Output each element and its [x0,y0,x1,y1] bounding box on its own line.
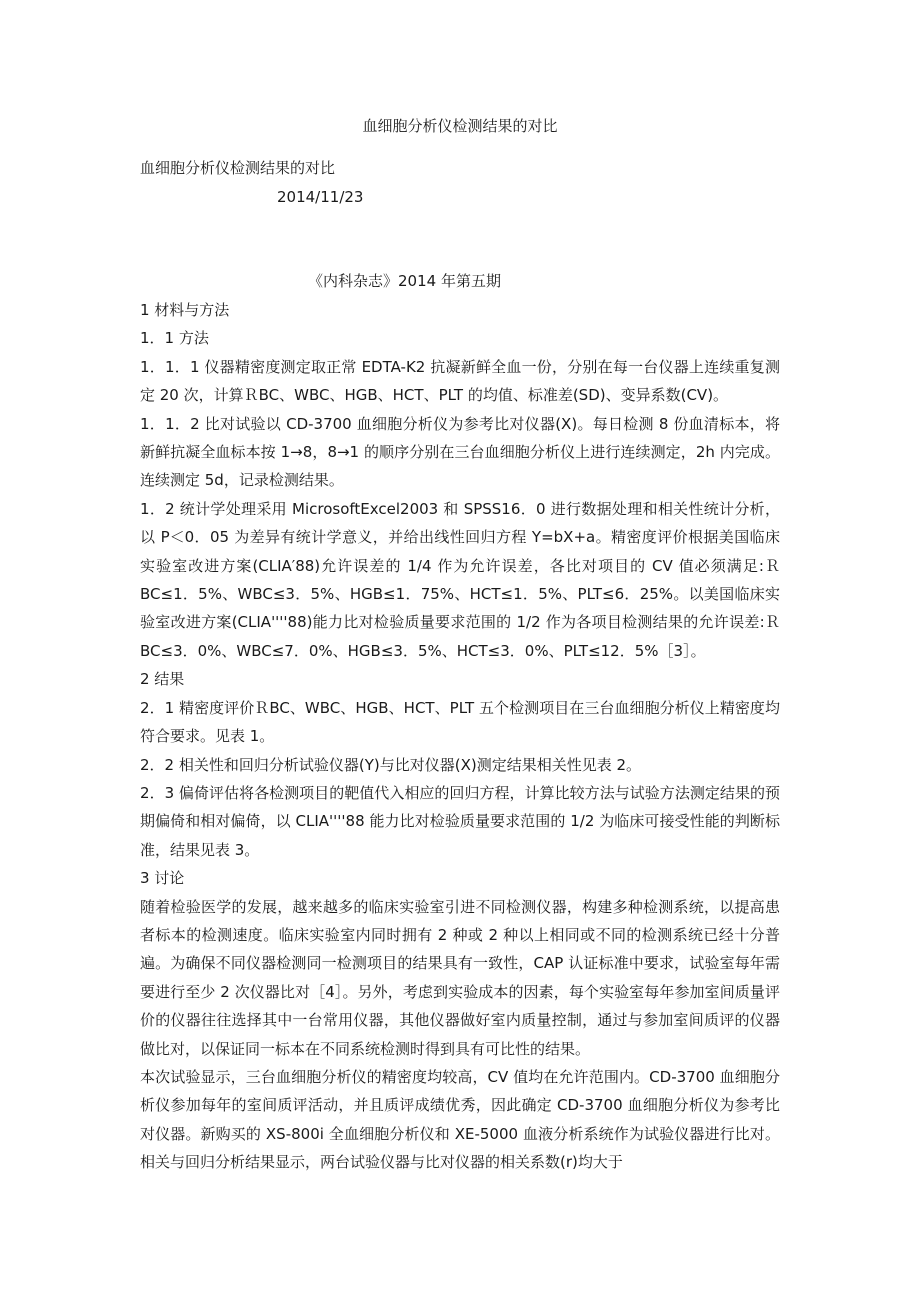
paragraph-precision-test: 1．1．1 仪器精密度测定取正常 EDTA-K2 抗凝新鲜全血一份，分别在每一台仪器上连续重复测定 20 次，计算ＲBC、WBC、HGB、HCT、PLT 的均值、标准差(SD)、变异系数(CV)。 [140,357,780,405]
paragraph-discussion-2: 本次试验显示，三台血细胞分析仪的精密度均较高，CV 值均在允许范围内。CD-3700 血细胞分析仪参加每年的室间质评活动，并且质评成绩优秀，因此确定 CD-3700 血细胞分析仪为参考比对仪器。新购买的 XS-800i 全血细胞分析仪和 XE-5000 血液分析系统作为试验仪器进行比对。相关与回归分析结果显示，两台试验仪器与比对仪器的相关系数(r)均大于 [140,1067,780,1172]
paragraph-discussion-1: 随着检验医学的发展，越来越多的临床实验室引进不同检测仪器，构建多种检测系统，以提高患者标本的检测速度。临床实验室内同时拥有 2 种或 2 种以上相同或不同的检测系统已经十分普遍。为确保不同仪器检测同一检测项目的结果具有一致性，CAP 认证标准中要求，试验室每年需要进行至少 2 次仪器比对［4］。另外，考虑到实验成本的因素，每个实验室每年参加室间质量评价的仪器往往选择其中一台常用仪器，其他仪器做好室内质量控制，通过与参加室间质评的仪器做比对，以保证同一标本在不同系统检测时得到具有可比性的结果。 [140,897,780,1058]
document-body [140,296,780,1177]
heading-materials-methods: 1 材料与方法 [140,301,230,319]
paragraph-bias-evaluation: 2．3 偏倚评估将各检测项目的靶值代入相应的回归方程，计算比较方法与试验方法测定结果的预期偏倚和相对偏倚，以 CLIA''''88 能力比对检验质量要求范围的 1/2 为临床可接受性能的判断标准，结果见表 3。 [140,783,780,859]
document-date: 2014/11/23 [277,188,364,206]
paragraph-statistics: 1．2 统计学处理采用 MicrosoftExcel2003 和 SPSS16．0 进行数据处理和相关性统计分析，以 P＜0．05 为差异有统计学意义，并给出线性回归方程 Y=bX+a。精密度评价根据美国临床实验室改进方案(CLIA′88)允许误差的 1/4 作为允许误差，各比对项目的 CV 值必须满足:ＲBC≤1．5%、WBC≤3．5%、HGB≤1．75%、HCT≤1．5%、PLT≤6．25%。以美国临床实验室改进方案(CLIA''''88)能力比对检验质量要求范围的 1/2 作为各项目检测结果的允许误差:ＲBC≤3．0%、WBC≤7．0%、HGB≤3．5%、HCT≤3．0%、PLT≤12．5%［3］。 [140,499,780,660]
document-source: 《内科杂志》2014 年第五期 [308,272,501,290]
paragraph-comparison-test: 1．1．2 比对试验以 CD-3700 血细胞分析仪为参考比对仪器(X)。每日检测 8 份血清标本，将新鲜抗凝全血标本按 1→8，8→1 的顺序分别在三台血细胞分析仪上进行连续测定，2h 内完成。连续测定 5d，记录检测结果。 [140,414,780,490]
document-subtitle: 血细胞分析仪检测结果的对比 [140,159,336,177]
heading-methods: 1．1 方法 [140,329,209,348]
paragraph-correlation: 2．2 相关性和回归分析试验仪器(Y)与比对仪器(X)测定结果相关性见表 2。 [140,755,642,774]
heading-results: 2 结果 [140,670,185,689]
heading-discussion: 3 讨论 [140,869,185,888]
document-title: 血细胞分析仪检测结果的对比 [362,117,558,135]
paragraph-precision-evaluation: 2．1 精密度评价ＲBC、WBC、HGB、HCT、PLT 五个检测项目在三台血细胞分析仪上精密度均符合要求。见表 1。 [140,698,780,746]
